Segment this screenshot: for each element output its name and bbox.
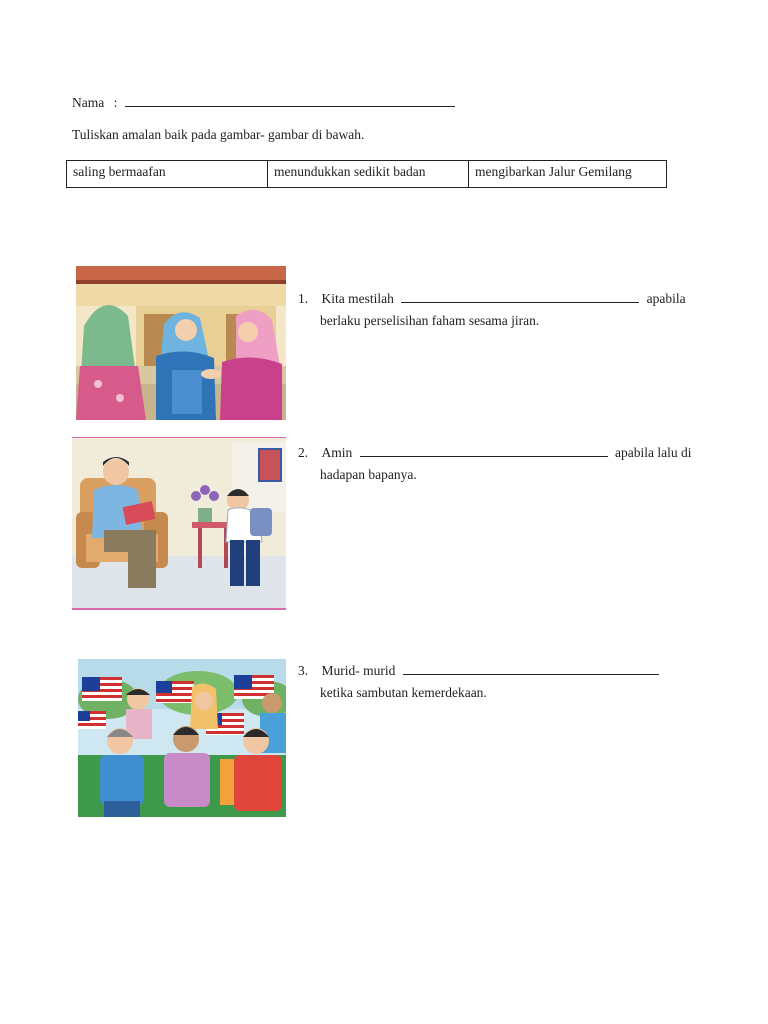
name-colon: : <box>113 95 118 110</box>
question-2-line-2: hadapan bapanya. <box>320 467 417 482</box>
choice-cell: menundukkan sedikit badan <box>268 161 469 188</box>
picture-neighbours-forgiving <box>76 266 286 420</box>
word-choices-table <box>66 160 667 188</box>
question-3 <box>298 660 659 682</box>
name-answer-line[interactable] <box>125 92 455 107</box>
choice-cell: saling bermaafan <box>67 161 268 188</box>
picture-children-with-flags <box>78 659 286 817</box>
question-text-before: Murid- murid <box>321 663 396 678</box>
question-text-after: apabila <box>646 291 686 306</box>
question-number: 2. <box>298 445 309 460</box>
answer-line-1[interactable] <box>401 288 639 303</box>
question-1-line-2: berlaku perselisihan faham sesama jiran. <box>320 313 540 328</box>
question-text-before: Amin <box>321 445 353 460</box>
choice-cell: mengibarkan Jalur Gemilang <box>469 161 667 188</box>
question-number: 1. <box>298 291 309 306</box>
answer-line-3[interactable] <box>403 660 659 675</box>
question-text-after: apabila lalu di <box>615 445 692 460</box>
instruction-text: Tuliskan amalan baik pada gambar- gambar di bawah. <box>72 127 365 142</box>
question-2 <box>298 442 692 464</box>
name-row <box>72 92 455 114</box>
picture-boy-bowing <box>72 437 286 610</box>
question-number: 3. <box>298 663 309 678</box>
question-1 <box>298 288 686 310</box>
name-label: Nama <box>72 95 105 110</box>
question-text-before: Kita mestilah <box>321 291 394 306</box>
answer-line-2[interactable] <box>360 442 608 457</box>
question-3-line-2: ketika sambutan kemerdekaan. <box>320 685 487 700</box>
